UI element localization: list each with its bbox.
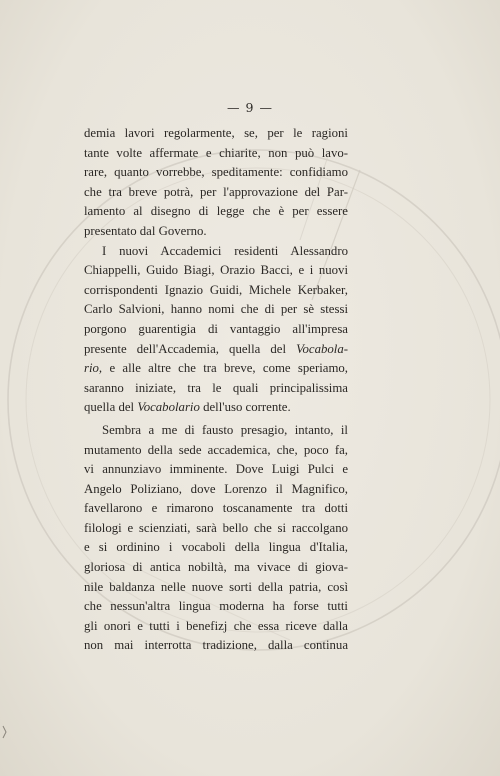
text-line	[84, 398, 348, 418]
text-line: che tra breve potrà, per l'approvazione del Par-	[84, 184, 348, 199]
text-line: rare, quanto vorrebbe, speditamente: confidiamo	[84, 165, 348, 180]
text-line: I nuovi Accademici residenti Alessandro	[102, 243, 348, 258]
text-line: non mai interrotta tradizione, dalla continua	[84, 638, 348, 653]
text-line: gloriosa di antica nobiltà, ma vivace di giova-	[84, 560, 348, 575]
text-line: saranno iniziate, tra le quali principalissima	[84, 380, 348, 395]
text-fragment: presente dell'Accademia, quella del	[84, 341, 287, 356]
italic-title-vocabolario-uso: Vocabolario	[137, 400, 200, 415]
text-line	[84, 359, 348, 379]
text-line: Carlo Salvioni, hanno nomi che di per sè stessi	[84, 302, 348, 317]
text-line: Chiappelli, Guido Biagi, Orazio Bacci, e i nuovi	[84, 263, 348, 278]
text-line: mutamento della sede accademica, che, poco fa,	[84, 442, 348, 457]
text-line: nile baldanza nelle nuove sorti della patria, così	[84, 579, 348, 594]
text-line: filologi e scienziati, sarà bello che si raccolgano	[84, 520, 348, 535]
text-line: e si ordinino i vocaboli della lingua d'Italia,	[84, 540, 348, 555]
text-line: tante volte affermate e chiarite, non può lavo-	[84, 145, 348, 160]
italic-title-vocabolario-end: rio,	[84, 361, 103, 376]
text-line	[84, 340, 348, 360]
text-line: presentato dal Governo.	[84, 223, 207, 238]
text-line: Angelo Poliziano, dove Lorenzo il Magnifico,	[84, 481, 348, 496]
text-fragment: e alle altre che tra breve, come speriamo,	[109, 361, 349, 376]
text-line: lamento al disegno di legge che è per essere	[84, 204, 348, 219]
paragraph-3	[84, 421, 348, 656]
text-line: favellarono e rimarono toscanamente tra dotti	[84, 501, 348, 516]
text-line: porgono guarentigia di vantaggio all'impresa	[84, 321, 348, 336]
text-line: gli onori e tutti i benefizj che essa riceve dalla	[84, 618, 348, 633]
text-fragment: quella del	[84, 400, 135, 415]
text-line: demia lavori regolarmente, se, per le ragioni	[84, 126, 348, 140]
text-line: corrispondenti Ignazio Guidi, Michele Kerbaker,	[84, 282, 348, 297]
text-line: Sembra a me di fausto presagio, intanto, il	[102, 422, 348, 437]
body-text	[84, 124, 348, 656]
paragraph-2	[84, 242, 348, 418]
italic-title-vocabolario: Vocabola-	[296, 341, 349, 356]
page-number: — 9 —	[227, 100, 273, 115]
margin-mark	[2, 725, 8, 739]
paragraph-1	[84, 124, 348, 242]
text-fragment: dell'uso corrente.	[203, 400, 291, 415]
text-line: vi annunziavo imminente. Dove Luigi Pulci e	[84, 462, 348, 477]
text-line: che nessun'altra lingua moderna ha forse tutti	[84, 599, 348, 614]
